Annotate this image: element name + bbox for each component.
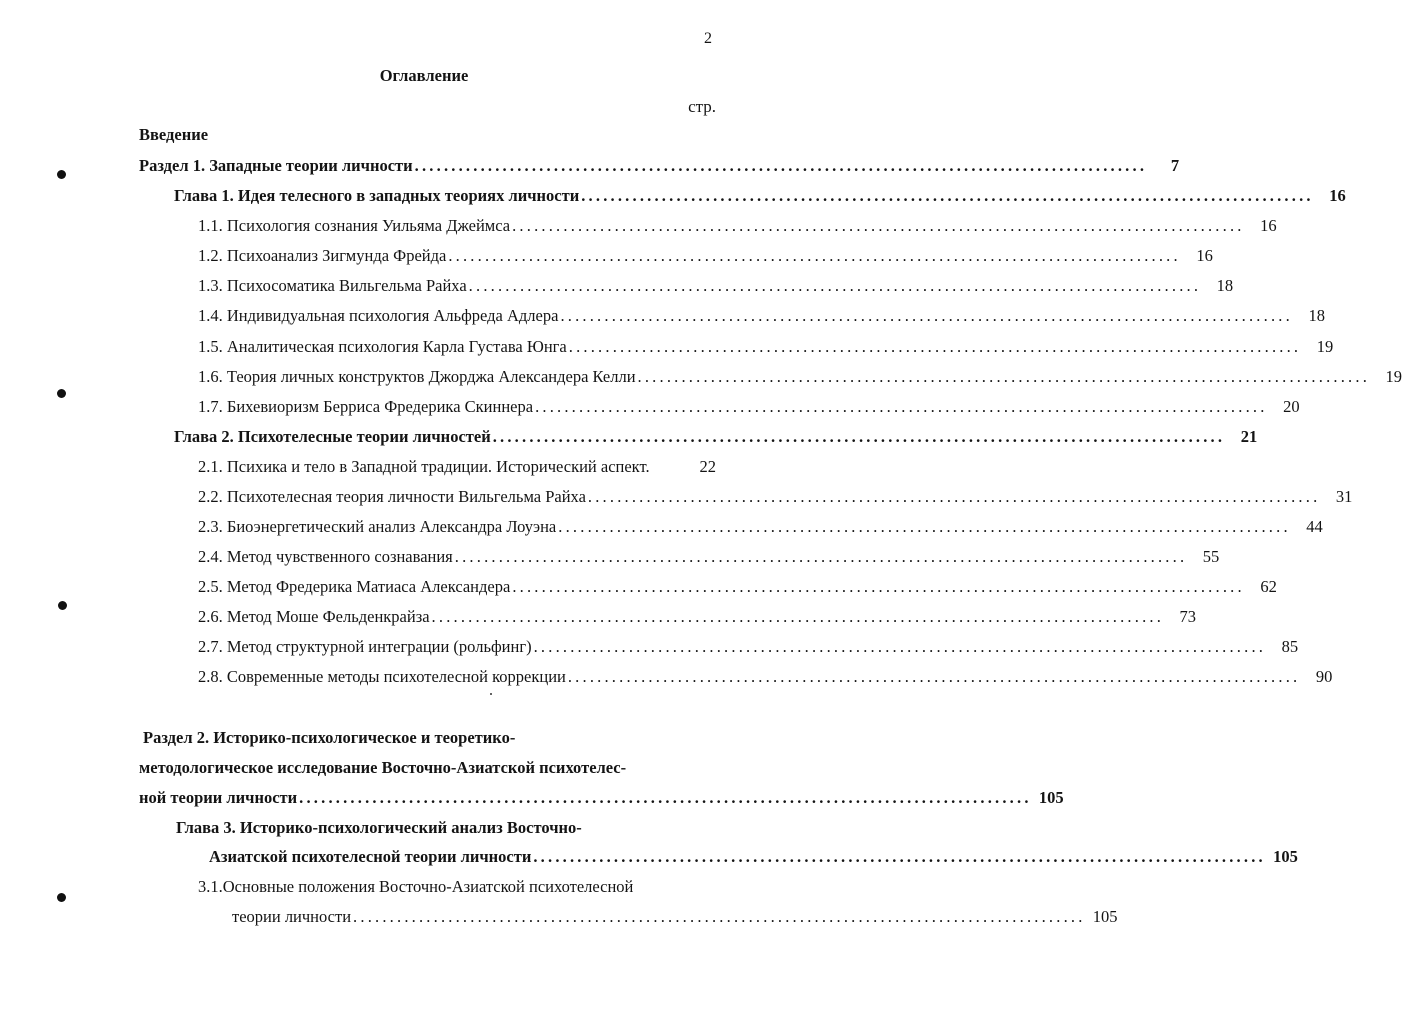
toc-item-3-1-line-1[interactable]: 3.1.Основные положения Восточно-Азиатской психотелесной (198, 877, 634, 896)
toc-chapter-2-label: Глава 2. Психотелесные теории личностей (174, 427, 491, 446)
toc-dot-leader: .................................................................................................... (587, 487, 1321, 506)
toc-item-page: 62 (1260, 577, 1277, 596)
toc-item-label: 2.3. Биоэнергетический анализ Александра Лоуэна (198, 517, 557, 536)
toc-chapter-3-line-1[interactable]: Глава 3. Историко-психологический анализ Восточно- (176, 818, 582, 837)
toc-item-label: 1.2. Психоанализ Зигмунда Фрейда (198, 246, 447, 265)
toc-item-label: теории личности (232, 907, 352, 926)
toc-section-2-page: 105 (1038, 788, 1064, 807)
toc-item-page: 18 (1216, 276, 1234, 295)
toc-dot-leader: .................................................................................................... (535, 397, 1268, 416)
toc-dot-leader: .................................................................................................... (299, 788, 1032, 807)
toc-item-label: 2.8. Современные методы психотелесной коррекции (198, 667, 566, 686)
toc-chapter-2[interactable] (174, 426, 1258, 448)
toc-section-1[interactable] (139, 155, 1180, 177)
toc-intro[interactable]: Введение (139, 125, 209, 144)
toc-dot-leader: .................................................................................................... (512, 577, 1245, 596)
toc-item-page: 18 (1308, 306, 1325, 325)
toc-item-page: 16 (1196, 246, 1213, 265)
toc-section-1-label: Раздел 1. Западные теории личности (139, 156, 413, 175)
scan-mark (58, 601, 67, 610)
toc-dot-leader: .................................................................................................... (512, 216, 1245, 235)
toc-item-label: 2.5. Метод Фредерика Матиаса Александера (198, 577, 511, 596)
toc-item[interactable] (198, 576, 1277, 598)
toc-item-page: 85 (1281, 637, 1299, 656)
toc-item[interactable] (198, 336, 1334, 358)
toc-item[interactable] (198, 636, 1299, 658)
toc-section-2-label: ной теории личности (139, 788, 298, 807)
toc-dot-leader: .................................................................................................... (568, 337, 1302, 356)
toc-item-label: 1.6. Теория личных конструктов Джорджа Александера Келли (198, 367, 636, 386)
toc-item-label: 2.4. Метод чувственного сознавания (198, 547, 453, 566)
toc-item-page: 16 (1260, 216, 1277, 235)
toc-dot-leader: .................................................................................................... (581, 186, 1314, 205)
toc-item[interactable] (198, 546, 1220, 568)
toc-dot-leader: .................................................................................................... (492, 427, 1226, 446)
scan-mark (57, 893, 66, 902)
toc-item-page: 73 (1179, 607, 1197, 626)
toc-chapter-3-page: 105 (1273, 847, 1298, 866)
toc-section-2[interactable] (139, 787, 1064, 809)
toc-item-label: 2.7. Метод структурной интеграции (рольфинг) (198, 637, 532, 656)
toc-section-1-page: 7 (1170, 156, 1180, 175)
toc-item-label: 2.6. Метод Моше Фельденкрайза (198, 607, 430, 626)
toc-item-page: 20 (1283, 397, 1300, 416)
toc-item-page: 22 (699, 457, 716, 476)
toc-dot-leader: .................................................................................................... (558, 517, 1291, 536)
toc-item-3-1[interactable] (232, 906, 1118, 928)
toc-dot-leader: .................................................................................................... (448, 246, 1181, 265)
toc-item-page: 44 (1306, 517, 1323, 536)
toc-item-label: 2.2. Психотелесная теория личности Вильгельма Райха (198, 487, 586, 506)
toc-item-page: 19 (1385, 367, 1402, 386)
toc-title: Оглавление (379, 66, 469, 85)
toc-item[interactable] (198, 516, 1323, 538)
toc-chapter-1-page: 16 (1329, 186, 1346, 205)
toc-item[interactable] (198, 245, 1213, 267)
toc-item[interactable] (198, 486, 1353, 508)
toc-item[interactable] (198, 215, 1277, 237)
toc-item-label: 1.3. Психосоматика Вильгельма Райха (198, 276, 467, 295)
toc-item-page: 19 (1316, 337, 1334, 356)
toc-item-page: 105 (1092, 907, 1118, 926)
toc-chapter-2-page: 21 (1240, 427, 1258, 446)
toc-item-page: 55 (1202, 547, 1220, 566)
toc-item[interactable] (198, 366, 1402, 388)
toc-dot-leader: .................................................................................................... (533, 847, 1266, 866)
toc-item-label: 1.7. Бихевиоризм Берриса Фредерика Скиннера (198, 397, 534, 416)
toc-section-2-line-1[interactable]: Раздел 2. Историко-психологическое и теоретико- (143, 728, 516, 747)
toc-item-label: 2.1. Психика и тело в Западной традиции. Исторический аспект. (198, 457, 650, 476)
toc-item[interactable] (198, 456, 716, 478)
toc-dot-leader: .................................................................................................... (454, 547, 1188, 566)
scan-mark (57, 389, 66, 398)
toc-chapter-3-label: Азиатской психотелесной теории личности (209, 847, 532, 866)
toc-chapter-1[interactable] (174, 185, 1346, 207)
toc-dot-leader: .................................................................................................... (533, 637, 1267, 656)
toc-dot-leader: .................................................................................................... (468, 276, 1202, 295)
toc-item[interactable] (198, 666, 1333, 688)
toc-item-label: 1.5. Аналитическая психология Карла Густава Юнга (198, 337, 567, 356)
toc-item-page: 90 (1315, 667, 1333, 686)
toc-item[interactable] (198, 305, 1325, 327)
scan-speck (490, 693, 492, 695)
page-column-label: стр. (688, 97, 716, 116)
scan-mark (57, 170, 66, 179)
toc-item-label: 1.4. Индивидуальная психология Альфреда Адлера (198, 306, 559, 325)
toc-item[interactable] (198, 275, 1234, 297)
toc-item[interactable] (198, 606, 1197, 628)
toc-item[interactable] (198, 396, 1300, 418)
page-number: 2 (704, 30, 712, 47)
toc-dot-leader: .................................................................................................... (353, 907, 1086, 926)
toc-chapter-3[interactable] (209, 846, 1298, 868)
toc-dot-leader: .................................................................................................... (567, 667, 1301, 686)
toc-dot-leader: .................................................................................................... (431, 607, 1165, 626)
toc-dot-leader: .................................................................................................... (637, 367, 1371, 386)
toc-item-label: 1.1. Психология сознания Уильяма Джеймса (198, 216, 511, 235)
toc-dot-leader: .................................................................................................... (560, 306, 1293, 325)
toc-dot-leader: .................................................................................................... (414, 156, 1148, 175)
toc-item-page: 31 (1335, 487, 1353, 506)
toc-section-2-line-2[interactable]: методологическое исследование Восточно-Азиатской психотелес- (139, 758, 627, 777)
toc-chapter-1-label: Глава 1. Идея телесного в западных теориях личности (174, 186, 580, 205)
